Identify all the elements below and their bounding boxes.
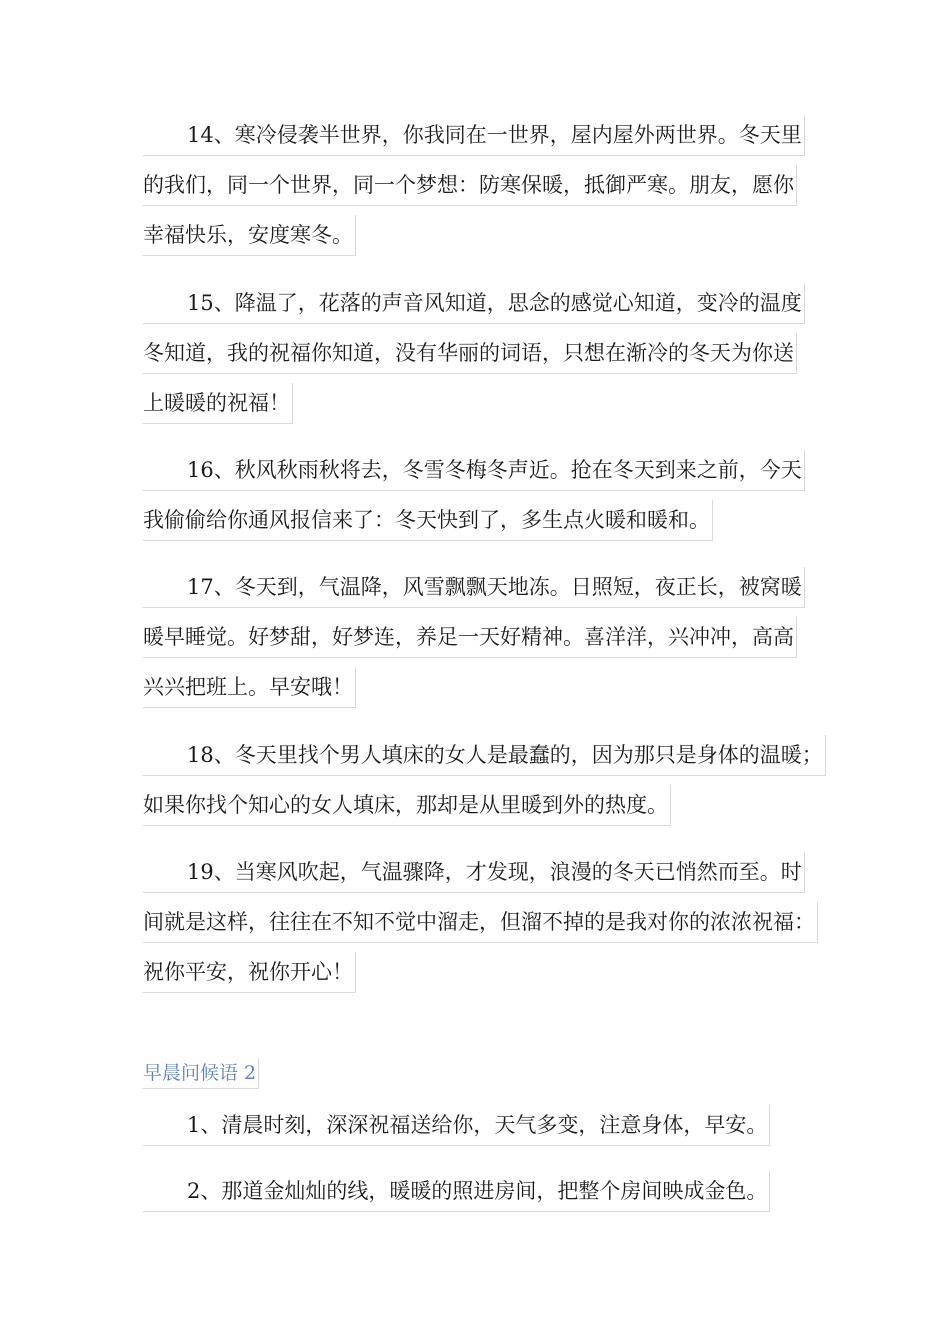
paragraph-line-text: 的我们，同一个世界，同一个梦想：防寒保暖，抵御严寒。朋友，愿你 <box>143 165 797 206</box>
section-paragraph-2 <box>143 1171 807 1221</box>
paragraph-line <box>143 215 807 265</box>
paragraph-line <box>143 450 807 500</box>
paragraph-line <box>143 283 807 333</box>
paragraph-line <box>143 617 807 667</box>
paragraph-line <box>143 852 807 902</box>
paragraph-line <box>143 165 807 215</box>
paragraph-line <box>143 500 807 550</box>
paragraph-15 <box>143 283 807 433</box>
paragraph-line <box>143 383 807 433</box>
paragraph-line-text: 1、清晨时刻，深深祝福送给你，天气多变，注意身体，早安。 <box>143 1105 770 1146</box>
paragraph-19 <box>143 852 815 1002</box>
paragraph-line-text: 14、寒冷侵袭半世界，你我同在一世界，屋内屋外两世界。冬天里 <box>143 115 805 156</box>
paragraph-16 <box>143 450 807 550</box>
paragraph-line-text: 18、冬天里找个男人填床的女人是最蠢的，因为那只是身体的温暖； <box>143 735 826 776</box>
paragraph-line-text: 16、秋风秋雨秋将去，冬雪冬梅冬声近。抢在冬天到来之前，今天 <box>143 450 805 491</box>
paragraph-line <box>143 735 823 785</box>
paragraph-line <box>143 785 807 835</box>
paragraph-line-text: 上暖暖的祝福！ <box>143 383 293 424</box>
paragraph-line <box>143 333 807 383</box>
paragraph-line-text: 冬知道，我的祝福你知道，没有华丽的词语，只想在渐冷的冬天为你送 <box>143 333 797 374</box>
section-paragraph-1 <box>143 1105 807 1155</box>
paragraph-18 <box>143 735 823 835</box>
paragraph-line <box>143 902 815 952</box>
paragraph-line-text: 幸福快乐，安度寒冬。 <box>143 215 356 256</box>
paragraph-line <box>143 567 807 617</box>
paragraph-line-text: 17、冬天到，气温降，风雪飘飘天地冻。日照短，夜正长，被窝暖 <box>143 567 805 608</box>
paragraph-line-text: 间就是这样，往往在不知不觉中溜走，但溜不掉的是我对你的浓浓祝福： <box>143 902 818 943</box>
paragraph-line <box>143 952 807 1002</box>
paragraph-line-text: 祝你平安，祝你开心！ <box>143 952 356 993</box>
paragraph-line <box>143 1105 807 1155</box>
paragraph-line <box>143 115 807 165</box>
paragraph-line-text: 2、那道金灿灿的线，暖暖的照进房间，把整个房间映成金色。 <box>143 1171 770 1212</box>
paragraph-line-text: 兴兴把班上。早安哦！ <box>143 667 356 708</box>
paragraph-line-text: 15、降温了，花落的声音风知道，思念的感觉心知道，变冷的温度 <box>143 283 805 324</box>
paragraph-17 <box>143 567 807 717</box>
paragraph-line <box>143 1171 807 1221</box>
paragraph-line-text: 如果你找个知心的女人填床，那却是从里暖到外的热度。 <box>143 785 671 826</box>
paragraph-line-text: 我偷偷给你通风报信来了：冬天快到了，多生点火暖和暖和。 <box>143 500 713 541</box>
paragraph-line-text: 暖早睡觉。好梦甜，好梦连，养足一天好精神。喜洋洋，兴冲冲，高高 <box>143 617 797 658</box>
section-heading: 早晨问候语 2 <box>143 1058 259 1089</box>
paragraph-14 <box>143 115 807 265</box>
paragraph-line-text: 19、当寒风吹起，气温骤降，才发现，浪漫的冬天已悄然而至。时 <box>143 852 805 893</box>
paragraph-line <box>143 667 807 717</box>
